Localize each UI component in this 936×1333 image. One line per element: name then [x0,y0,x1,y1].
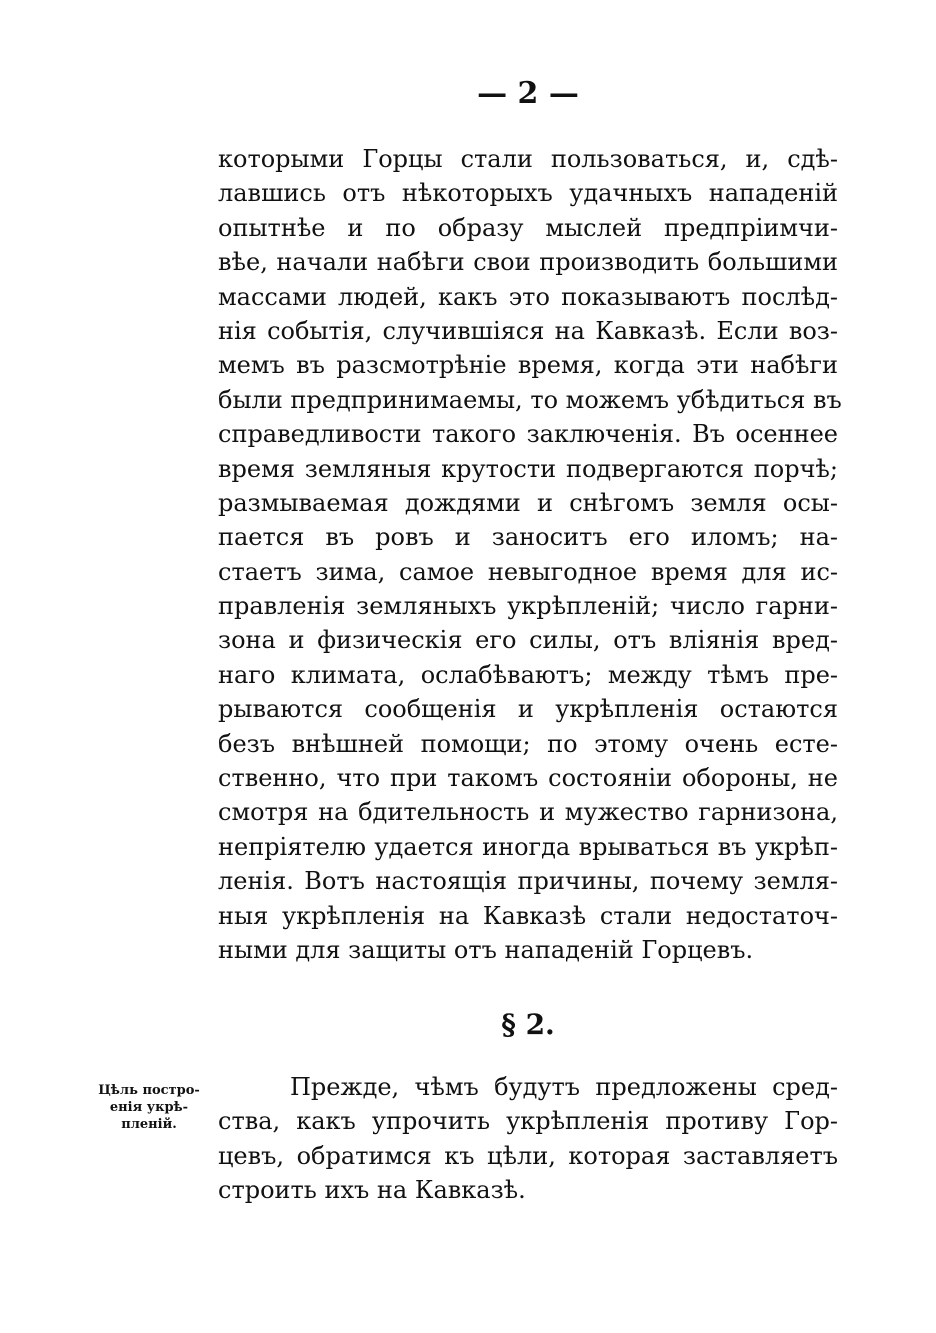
text-line: справедливости такого заключенiя. Въ осеннее [218,420,838,449]
text-line: непрiятелю удается иногда врываться въ укрѣп- [218,832,838,861]
text-line: ныя укрѣпленiя на Кавказѣ стали недостаточ- [218,901,838,930]
body-paragraph [218,142,842,967]
text-line: пается въ ровъ и заноситъ его иломъ; на- [218,523,838,552]
text-line: нiя событiя, случившiяся на Кавказѣ. Если воз- [218,316,838,345]
text-line: смотря на бдительность и мужество гарнизона, [218,798,838,827]
text-line: зона и физическiя его силы, отъ влiянiя вред- [218,626,838,655]
text-line: которыми Горцы стали пользоваться, и, сдѣ- [218,145,838,173]
page-number: — 2 — [477,76,579,111]
text-line: наго климата, ослабѣваютъ; между тѣмъ пре- [218,660,838,689]
margin-note-line: пленiй. [121,1117,177,1132]
text-line: безъ внѣшней помощи; по этому очень есте- [218,729,838,758]
text-line: ными для защиты отъ нападенiй Горцевъ. [218,935,754,964]
text-line: стаетъ зима, самое невыгодное время для ис- [218,557,838,586]
text-line: строить ихъ на Кавказѣ. [218,1176,526,1205]
text-line: ства, какъ упрочить укрѣпленiя противу Гор- [218,1107,838,1136]
text-line: ленiя. Вотъ настоящiя причины, почему земля- [218,867,838,896]
text-line: время земляныя крутости подвергаются порчѣ; [218,454,838,483]
text-line: лавшись отъ нѣкоторыхъ удачныхъ нападенiй [218,179,838,208]
section-heading: § 2. [501,1008,555,1041]
text-line: цевъ, обратимся къ цѣли, которая заставляетъ [218,1141,838,1170]
text-line: размываемая дождями и снѣгомъ земля осы- [218,488,838,517]
margin-note-line: енiя укрѣ- [109,1100,189,1115]
margin-note-line: Цѣль постро- [98,1083,200,1098]
margin-note [84,1082,214,1133]
text-line: мемъ въ разсмотрѣнiе время, когда эти набѣги [218,351,838,380]
text-line: были предпринимаемы, то можемъ убѣдиться въ [218,385,842,414]
text-line: Прежде, чѣмъ будутъ предложены сред- [290,1073,838,1101]
text-line: рываются сообщенiя и укрѣпленiя остаются [218,695,838,724]
text-line: массами людей, какъ это показываютъ послѣд- [218,282,838,311]
text-line: вѣе, начали набѣги свои производить большими [218,248,838,277]
text-line: правленiя земляныхъ укрѣпленiй; число гарни- [218,592,838,621]
text-line: опытнѣе и по образу мыслей предпрiимчи- [218,213,838,242]
section-paragraph [218,1070,838,1208]
text-line: ственно, что при такомъ состоянiи обороны, не [218,764,838,793]
